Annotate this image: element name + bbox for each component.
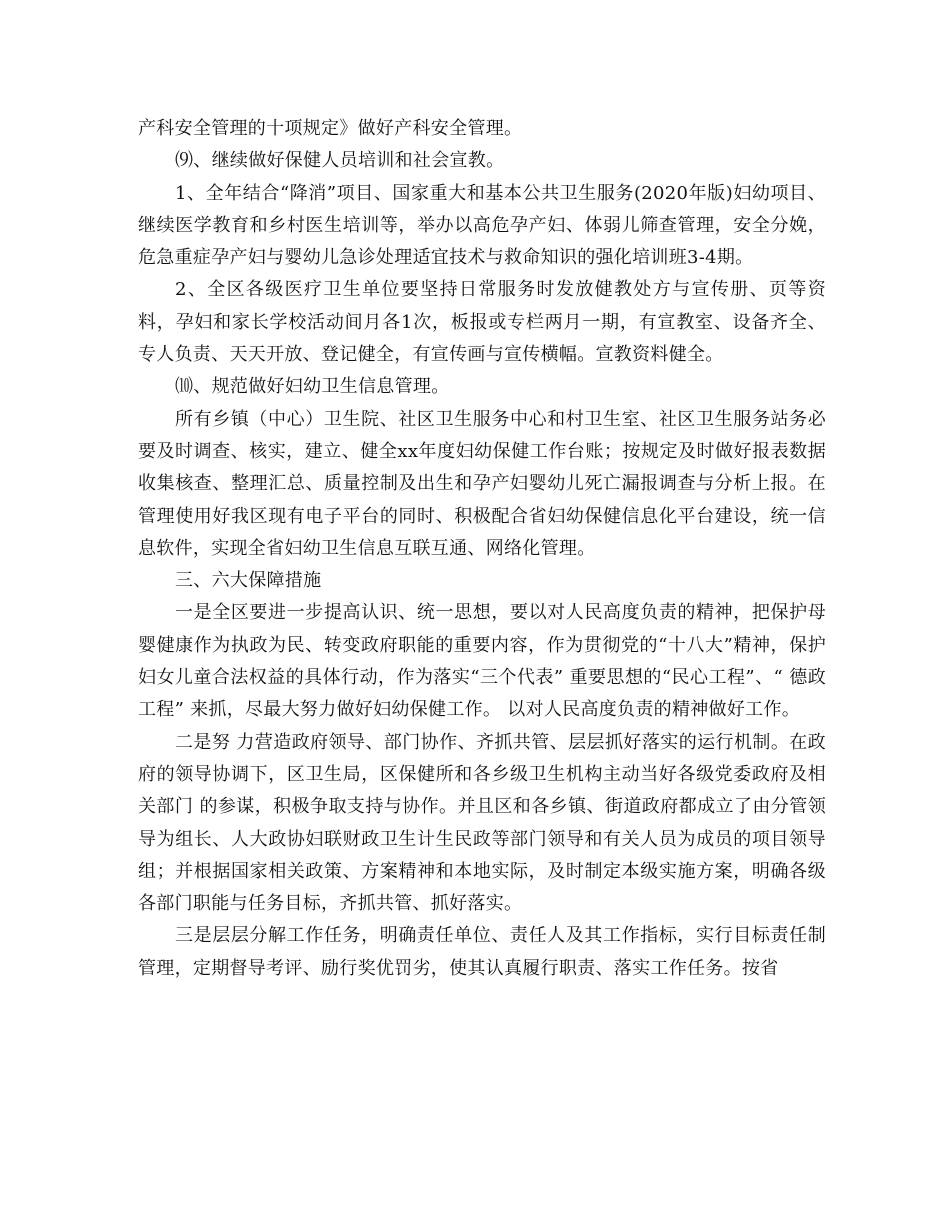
paragraph: 所有乡镇（中心）卫生院、社区卫生服务中心和村卫生室、社区卫生服务站务必要及时调查、核实，建立、健全xx年度妇幼保健工作台账；按规定及时做好报表数据收集核查、整理汇总、质量控制及出生和孕产妇婴幼儿死亡漏报调查与分析上报。在管理使用好我区现有电子平台的同时、积极配合省妇幼保健信息化平台建设，统一信息软件，实现全省妇幼卫生信息互联互通、网络化管理。 <box>138 408 826 559</box>
section-heading: ⑼、继续做好保健人员培训和社会宣教。 <box>175 150 505 172</box>
paragraph: 一是全区要进一步提高认识、统一思想，要以对人民高度负责的精神，把保护母婴健康作为执政为民、转变政府职能的重要内容，作为贯彻党的“十八大”精神，保护妇女儿童合法权益的具体行动，作为落实“三个代表” 重要思想的“民心工程”、“ 德政工程” 来抓，尽最大努力做好妇幼保健工作。 以对人民高度负责的精神做好工作。 <box>138 602 826 721</box>
section-heading: ⑽、规范做好妇幼卫生信息管理。 <box>175 376 450 398</box>
section-heading: 三、六大保障措施 <box>175 570 322 592</box>
paragraph: 三是层层分解工作任务，明确责任单位、责任人及其工作指标，实行目标责任制管理，定期督导考评、励行奖优罚劣，使其认真履行职责、落实工作任务。按省 <box>138 925 826 979</box>
document-body <box>138 113 826 985</box>
paragraph: 产科安全管理的十项规定》做好产科安全管理。 <box>138 118 523 139</box>
paragraph: 2、全区各级医疗卫生单位要坚持日常服务时发放健教处方与宣传册、页等资料，孕妇和家长学校活动间月各1次，板报或专栏两月一期，有宣教室、设备齐全、专人负责、天天开放、登记健全，有宣传画与宣传横幅。宣教资料健全。 <box>138 279 826 366</box>
paragraph: 1、全年结合“降消”项目、国家重大和基本公共卫生服务(2020年版)妇幼项目、继续医学教育和乡村医生培训等，举办以高危孕产妇、体弱儿筛查管理，安全分娩，危急重症孕产妇与婴幼儿急诊处理适宜技术与救命知识的强化培训班3-4期。 <box>138 182 826 269</box>
paragraph: 二是努 力营造政府领导、部门协作、齐抓共管、层层抓好落实的运行机制。在政府的领导协调下，区卫生局，区保健所和各乡级卫生机构主动当好各级党委政府及相关部门 的参谋，积极争取支持与协作。并且区和各乡镇、街道政府都成立了由分管领导为组长、人大政协妇联财政卫生计生民政等部门领导和有关人员为成员的项目领导 组；并根据国家相关政策、方案精神和本地实际，及时制定本级实施方案，明确各级各部门职能与任务目标，齐抓共管、抓好落实。 <box>138 731 826 915</box>
